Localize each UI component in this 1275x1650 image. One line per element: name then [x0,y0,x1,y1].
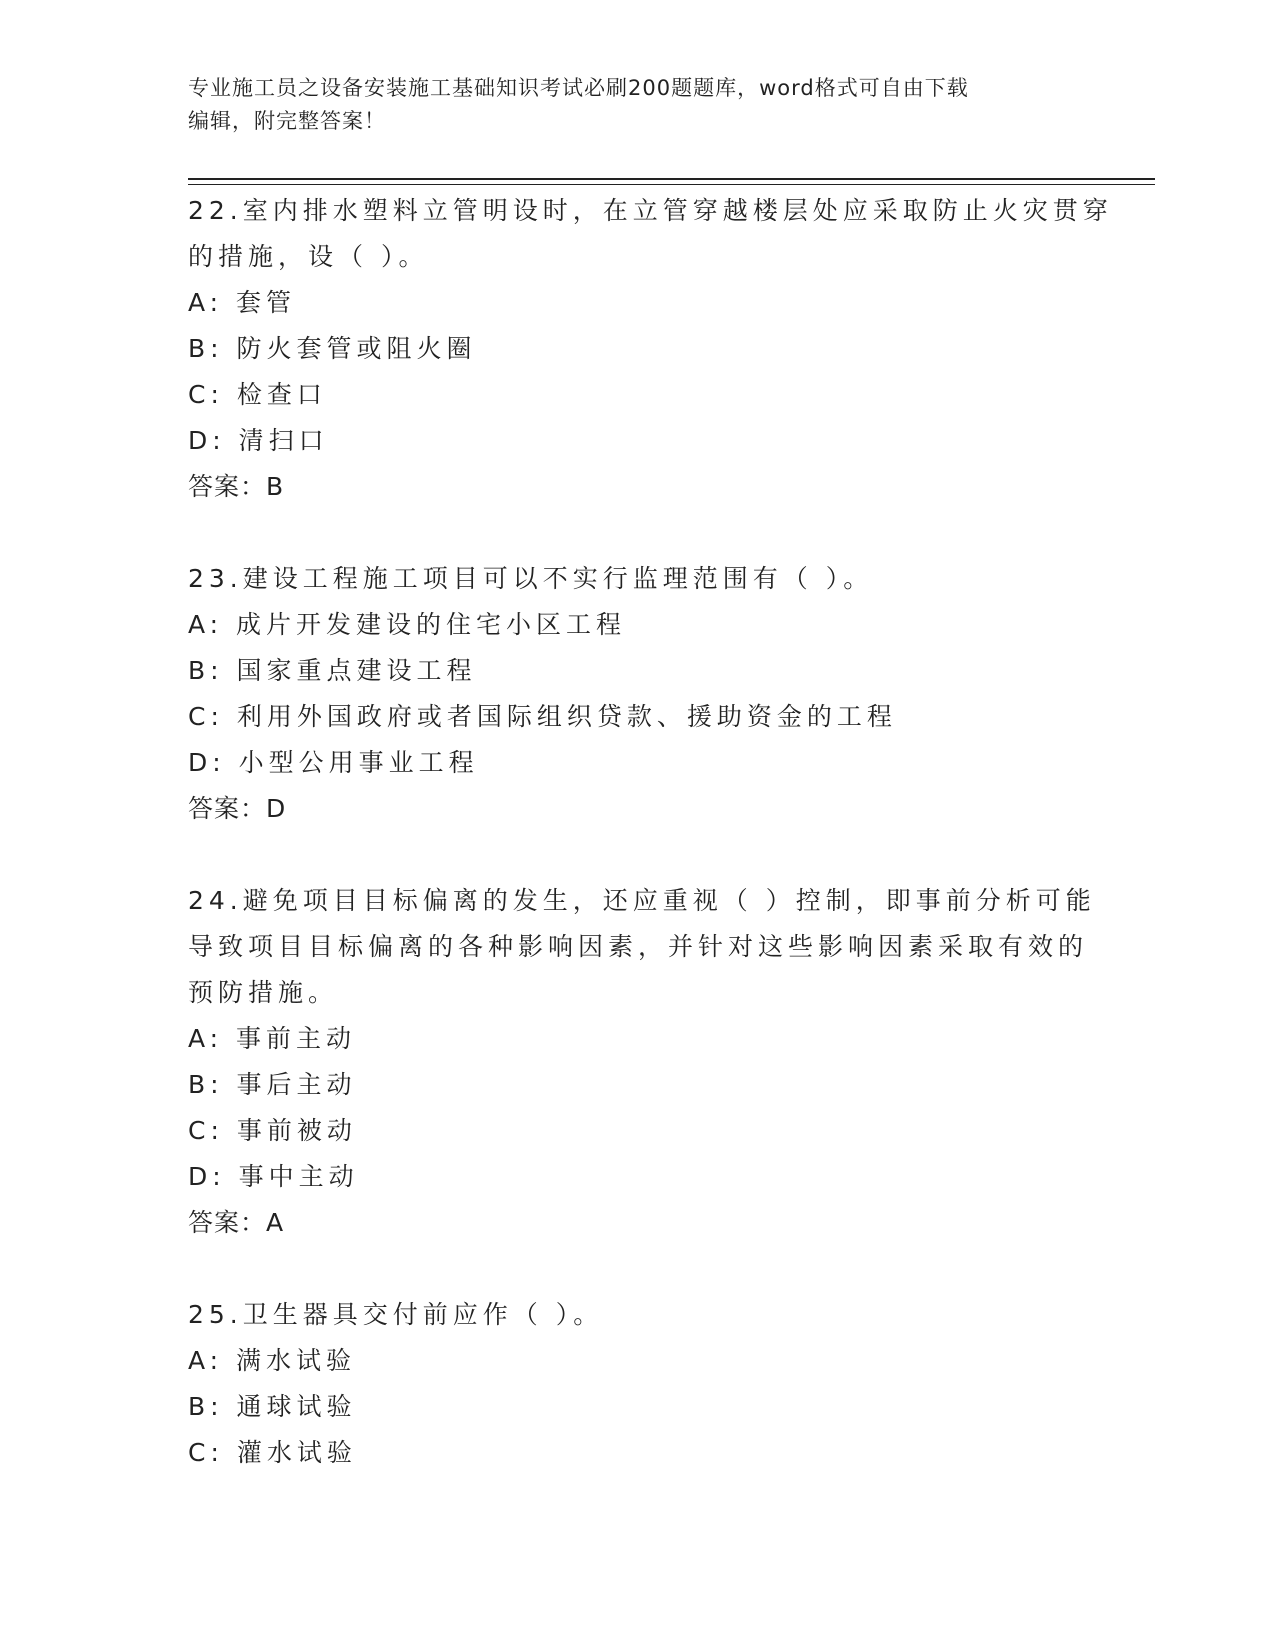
header-line-2: 编辑，附完整答案！ [188,109,386,133]
question-list [188,188,1113,1522]
option-b: B: 通球试验 [188,1392,357,1421]
question-stem-line: 23.建设工程施工项目可以不实行监理范围有（ ）。 [188,564,874,593]
option-c: C: 检查口 [188,380,327,409]
option-d: D: 事中主动 [188,1162,359,1191]
option-c: C: 事前被动 [188,1116,357,1145]
question-stem-line: 导致项目目标偏离的各种影响因素，并针对这些影响因素采取有效的 [188,932,1089,961]
document-header [188,72,1088,138]
header-divider-thin [188,184,1155,185]
option-a: A: 成片开发建设的住宅小区工程 [188,610,627,639]
header-line-1: 专业施工员之设备安装施工基础知识考试必刷200题题库，word格式可自由下载 [188,76,969,100]
option-b: B: 事后主动 [188,1070,357,1099]
option-d: D: 清扫口 [188,426,329,455]
option-b: B: 防火套管或阻火圈 [188,334,477,363]
question-stem-line: 24.避免项目目标偏离的发生，还应重视（ ）控制，即事前分析可能 [188,886,1096,915]
question-23 [188,556,1088,832]
header-divider-thick [188,178,1155,180]
question-25 [188,1292,1088,1476]
question-stem-line: 的措施，设（ ）。 [188,242,429,271]
question-22 [188,188,1113,510]
option-c: C: 利用外国政府或者国际组织贷款、援助资金的工程 [188,702,897,731]
answer-line: 答案：B [188,472,285,501]
question-24 [188,878,1096,1246]
option-b: B: 国家重点建设工程 [188,656,477,685]
question-stem-line: 预防措施。 [188,978,339,1007]
question-stem-line: 25.卫生器具交付前应作（ ）。 [188,1300,604,1329]
option-a: A: 事前主动 [188,1024,357,1053]
option-d: D: 小型公用事业工程 [188,748,479,777]
option-c: C: 灌水试验 [188,1438,357,1467]
question-stem-line: 22.室内排水塑料立管明设时，在立管穿越楼层处应采取防止火灾贯穿 [188,196,1113,225]
answer-line: 答案：D [188,794,287,823]
answer-line: 答案：A [188,1208,285,1237]
option-a: A: 套管 [188,288,297,317]
option-a: A: 满水试验 [188,1346,357,1375]
